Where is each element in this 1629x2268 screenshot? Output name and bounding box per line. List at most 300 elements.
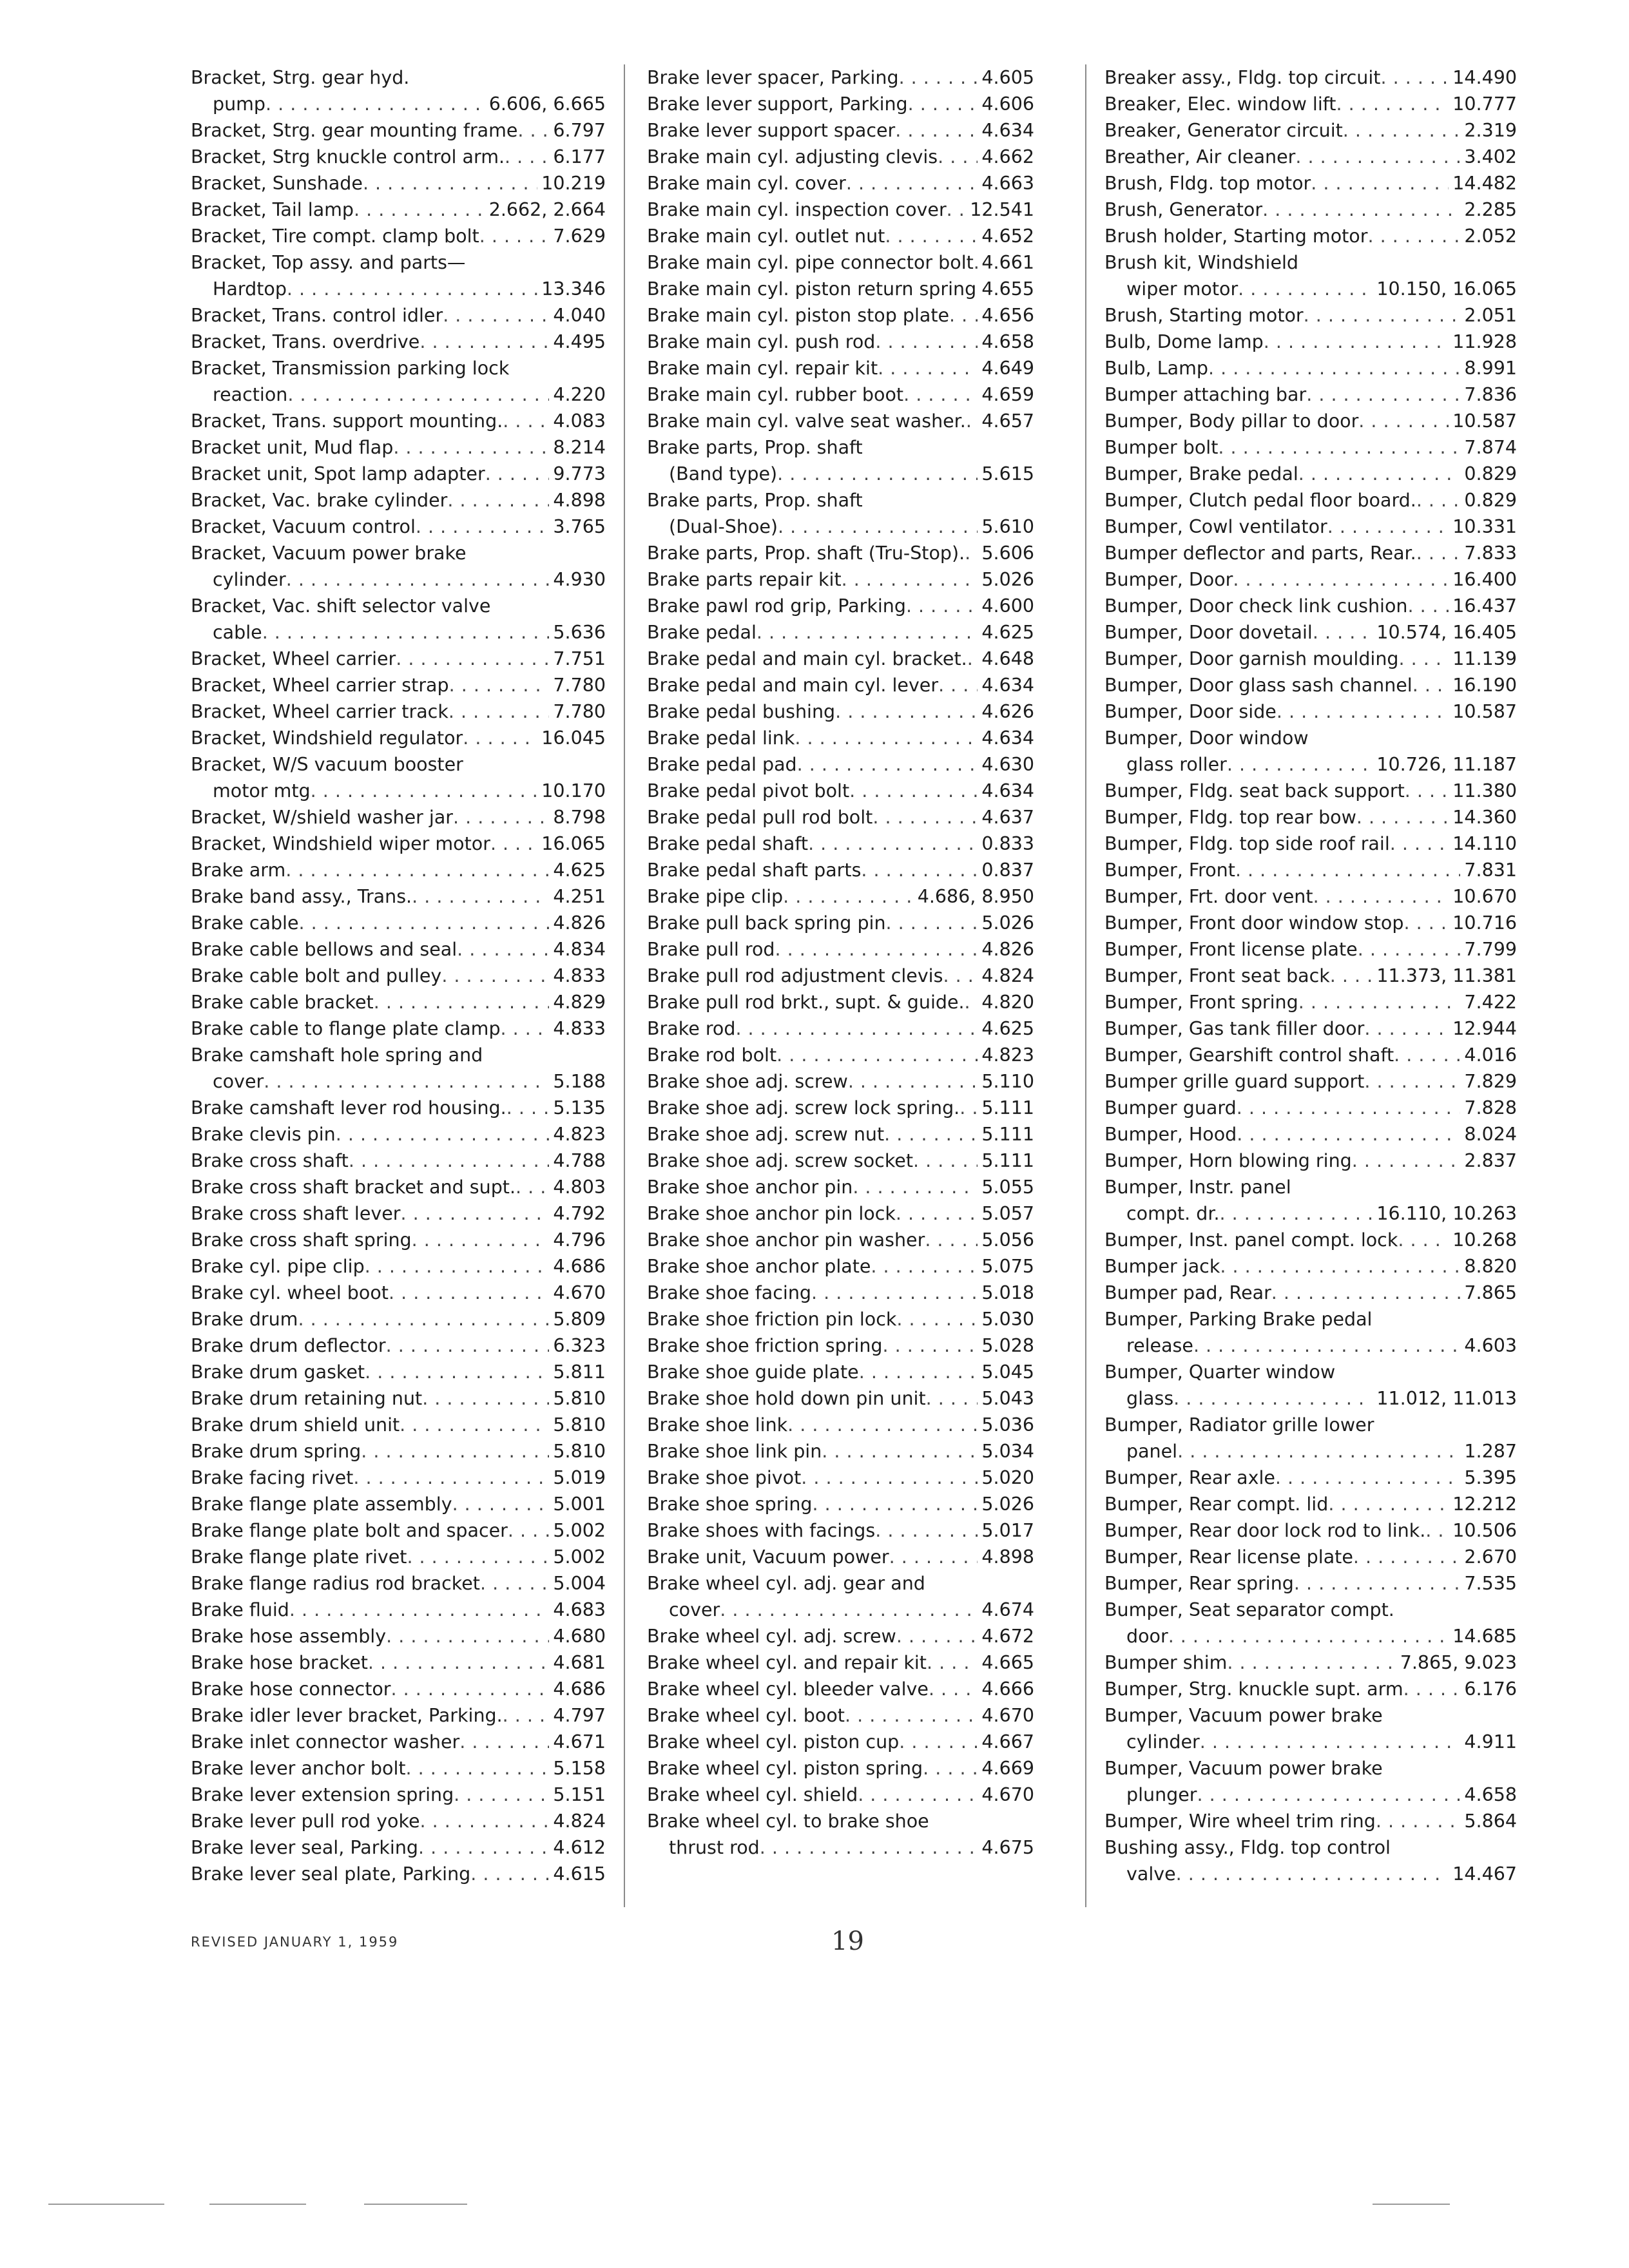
entry-page-ref: 8.798 <box>553 807 606 828</box>
index-entry <box>647 963 1034 989</box>
index-entry <box>647 1042 1034 1068</box>
dot-leader <box>811 1280 978 1306</box>
index-entry-line <box>191 751 606 778</box>
dot-leader <box>1352 1148 1461 1174</box>
dot-leader <box>822 1438 978 1465</box>
entry-page-ref: 8.820 <box>1464 1256 1517 1277</box>
entry-page-ref: 4.615 <box>553 1863 606 1885</box>
index-entry <box>647 910 1034 936</box>
index-entry-line <box>191 434 606 461</box>
entry-term: Bumper bolt <box>1104 437 1219 458</box>
entry-term: Bumper, Rear axle <box>1104 1467 1275 1488</box>
index-entry-line <box>647 1385 1034 1412</box>
entry-term: Brake pedal link <box>647 727 795 749</box>
dot-leader <box>813 1491 978 1517</box>
index-entry <box>1104 1465 1517 1491</box>
entry-page-ref: 4.803 <box>553 1177 606 1198</box>
index-entry <box>1104 857 1517 883</box>
dot-leader <box>965 540 978 566</box>
index-entry-line <box>191 646 606 672</box>
dot-leader <box>265 91 485 117</box>
index-entry-line <box>647 302 1034 329</box>
entry-term: Brake pedal <box>647 622 757 643</box>
entry-page-ref: 5.810 <box>553 1414 606 1436</box>
entry-page-ref: 4.634 <box>981 675 1034 696</box>
entry-term: Brake shoe friction pin lock <box>647 1309 897 1330</box>
index-entry <box>1104 1412 1517 1465</box>
index-entry-line <box>1104 646 1517 672</box>
entry-page-ref: 4.671 <box>553 1731 606 1753</box>
dot-leader <box>1343 117 1461 144</box>
index-entry <box>647 1068 1034 1095</box>
dot-leader <box>903 381 978 408</box>
dot-leader <box>1403 1676 1461 1702</box>
entry-term: Brake main cyl. cover <box>647 173 846 194</box>
entry-term: release <box>1126 1335 1193 1356</box>
index-entry <box>1104 1121 1517 1148</box>
entry-page-ref: 2.319 <box>1464 120 1517 141</box>
index-entry-line <box>191 804 606 831</box>
entry-term: Brake shoe anchor plate <box>647 1256 871 1277</box>
entry-page-ref: 4.606 <box>981 93 1034 115</box>
index-entry-line <box>647 751 1034 778</box>
entry-term: Bumper, Rear door lock rod to link. <box>1104 1520 1426 1541</box>
dot-leader <box>396 646 549 672</box>
entry-term: Bumper, Front <box>1104 860 1235 881</box>
index-entry-line <box>191 1306 606 1332</box>
entry-page-ref: 4.626 <box>981 701 1034 722</box>
entry-page-ref: 16.437 <box>1452 595 1517 617</box>
index-entry <box>1104 1649 1517 1676</box>
index-entry-line <box>1104 329 1517 355</box>
index-entry-line <box>647 831 1034 857</box>
index-entry <box>647 1200 1034 1227</box>
entry-term: Brake facing rivet <box>191 1467 354 1488</box>
index-entry-line <box>1104 1068 1517 1095</box>
index-entry <box>191 883 606 910</box>
index-entry-line <box>1104 751 1517 778</box>
index-entry <box>647 1623 1034 1649</box>
index-entry-line <box>1104 1597 1517 1623</box>
entry-term: Bumper, Seat separator compt. <box>1104 1599 1394 1620</box>
entry-term: Brake shoe adj. screw socket <box>647 1150 914 1171</box>
entry-page-ref: 5.395 <box>1464 1467 1517 1488</box>
entry-page-ref: 4.658 <box>1464 1784 1517 1805</box>
entry-page-ref: 16.190 <box>1452 675 1517 696</box>
index-entry <box>191 751 606 804</box>
entry-term: Bracket, Windshield regulator <box>191 727 463 749</box>
index-entry <box>1104 1306 1517 1359</box>
entry-term: Brush, Fldg. top motor <box>1104 173 1311 194</box>
entry-term: Brake wheel cyl. and repair kit <box>647 1652 927 1673</box>
dot-leader <box>1197 1782 1460 1808</box>
index-entry <box>191 514 606 540</box>
entry-term: Brake shoe pivot <box>647 1467 802 1488</box>
index-entry-line <box>647 619 1034 646</box>
entry-term: Brake pedal shaft parts <box>647 860 862 881</box>
entry-page-ref: 5.026 <box>981 912 1034 934</box>
entry-term: Brush kit, Windshield <box>1104 252 1299 273</box>
index-entry-line <box>191 1517 606 1544</box>
entry-term: Brake shoe adj. screw lock spring. <box>647 1097 960 1119</box>
index-entry-line <box>191 1068 606 1095</box>
index-entry <box>191 1755 606 1782</box>
dot-leader <box>374 989 550 1015</box>
entry-page-ref: 4.898 <box>981 1546 1034 1568</box>
index-entry-line <box>1104 1808 1517 1834</box>
entry-term: Bracket, Wheel carrier strap <box>191 675 449 696</box>
index-entry <box>1104 144 1517 170</box>
entry-page-ref: 0.829 <box>1464 463 1517 485</box>
entry-page-ref: 4.670 <box>981 1705 1034 1726</box>
entry-page-ref: 7.865, 9.023 <box>1400 1652 1517 1673</box>
index-entry <box>1104 1095 1517 1121</box>
index-entry-line <box>647 566 1034 593</box>
index-entry-line <box>191 1755 606 1782</box>
dot-leader <box>503 408 549 434</box>
index-entry <box>647 1491 1034 1517</box>
entry-term: Bumper, Inst. panel compt. lock <box>1104 1229 1398 1251</box>
index-entry-line <box>1104 434 1517 461</box>
dot-leader <box>480 1570 549 1597</box>
entry-term: Brake main cyl. repair kit <box>647 358 878 379</box>
dot-leader <box>797 751 978 778</box>
entry-term: Bumper, Front spring <box>1104 992 1298 1013</box>
index-entry-line <box>191 1570 606 1597</box>
dot-leader <box>861 857 978 883</box>
index-entry-line <box>1104 514 1517 540</box>
entry-page-ref: 5.110 <box>981 1071 1034 1092</box>
index-entry <box>647 408 1034 434</box>
entry-page-ref: 5.809 <box>553 1309 606 1330</box>
dot-leader <box>1220 1253 1460 1280</box>
entry-page-ref: 7.799 <box>1464 939 1517 960</box>
entry-page-ref: 11.012, 11.013 <box>1376 1388 1517 1409</box>
entry-term: Brake shoe hold down pin unit <box>647 1388 926 1409</box>
index-entry <box>647 355 1034 381</box>
entry-page-ref: 4.625 <box>981 622 1034 643</box>
dot-leader <box>974 249 978 276</box>
entry-page-ref: 2.837 <box>1464 1150 1517 1171</box>
entry-term: Bracket, Wheel carrier track <box>191 701 448 722</box>
entry-page-ref: 16.045 <box>541 727 606 749</box>
index-entry <box>191 831 606 857</box>
index-entry <box>647 302 1034 329</box>
entry-term: Brake shoe facing <box>647 1282 811 1303</box>
entry-term: Brake parts, Prop. shaft <box>647 490 863 511</box>
index-entry-line <box>647 223 1034 249</box>
entry-term: Brake cyl. pipe clip <box>191 1256 365 1277</box>
dot-leader <box>885 223 978 249</box>
index-entry <box>1104 725 1517 778</box>
entry-page-ref: 5.026 <box>981 569 1034 590</box>
dot-leader <box>1298 461 1461 487</box>
entry-term: Bracket, Top assy. and parts— <box>191 252 466 273</box>
entry-term: Brake camshaft lever rod housing. <box>191 1097 506 1119</box>
entry-term: Bumper, Parking Brake pedal <box>1104 1309 1373 1330</box>
entry-term: Brake main cyl. outlet nut <box>647 226 885 247</box>
index-entry-line <box>191 1121 606 1148</box>
entry-term: Brake drum shield unit <box>191 1414 400 1436</box>
entry-page-ref: 4.680 <box>553 1626 606 1647</box>
dot-leader <box>422 1385 549 1412</box>
index-entry-line <box>191 381 606 408</box>
entry-page-ref: 14.360 <box>1452 807 1517 828</box>
entry-term: Brake pedal pivot bolt <box>647 780 850 802</box>
index-entry <box>647 1676 1034 1702</box>
entry-page-ref: 4.686 <box>553 1256 606 1277</box>
index-entry <box>191 1412 606 1438</box>
entry-page-ref: 4.820 <box>981 992 1034 1013</box>
index-entry <box>647 698 1034 725</box>
entry-page-ref: 5.606 <box>981 543 1034 564</box>
entry-term: Brake main cyl. valve seat washer. <box>647 410 966 432</box>
dot-leader <box>1264 329 1449 355</box>
dot-leader <box>859 1359 978 1385</box>
entry-page-ref: 5.610 <box>981 516 1034 537</box>
entry-term: Brake wheel cyl. boot <box>647 1705 845 1726</box>
entry-term: reaction <box>213 384 288 405</box>
index-entry-line <box>1104 1174 1517 1200</box>
index-entry-line <box>191 910 606 936</box>
index-entry-line <box>191 1702 606 1729</box>
index-entry-line <box>647 1042 1034 1068</box>
entry-term: Brake pipe clip <box>647 886 784 907</box>
entry-term: Bumper, Door check link cushion <box>1104 595 1408 617</box>
index-entry <box>191 1095 606 1121</box>
entry-term: Brake main cyl. push rod <box>647 331 876 352</box>
dot-leader <box>1405 778 1449 804</box>
entry-page-ref: 6.606, 6.665 <box>488 93 606 115</box>
entry-page-ref: 5.135 <box>553 1097 606 1119</box>
dot-leader <box>849 778 978 804</box>
entry-term: Brake shoe link <box>647 1414 788 1436</box>
entry-term: Bracket, Wheel carrier <box>191 648 396 669</box>
entry-page-ref: 7.831 <box>1464 860 1517 881</box>
entry-term: Bracket, Trans. support mounting. <box>191 410 503 432</box>
dot-leader <box>447 487 549 514</box>
index-entry-line <box>647 1280 1034 1306</box>
index-entry <box>191 1332 606 1359</box>
dot-leader <box>416 514 550 540</box>
entry-term: Brush, Starting motor <box>1104 305 1304 326</box>
dot-leader <box>913 1148 978 1174</box>
dot-leader <box>835 698 978 725</box>
entry-term: Brake lever seal, Parking <box>191 1837 418 1858</box>
entry-term: Brake hose connector <box>191 1678 391 1700</box>
index-entry <box>647 1359 1034 1385</box>
entry-page-ref: 4.666 <box>981 1678 1034 1700</box>
dot-leader <box>420 1808 550 1834</box>
entry-page-ref: 4.659 <box>981 384 1034 405</box>
entry-term: Bumper, Strg. knuckle supt. arm <box>1104 1678 1403 1700</box>
entry-term: Bracket unit, Spot lamp adapter <box>191 463 485 485</box>
index-entry-line <box>647 1491 1034 1517</box>
index-entry <box>191 1121 606 1148</box>
index-entry-line <box>191 989 606 1015</box>
entry-page-ref: 5.019 <box>553 1467 606 1488</box>
index-entry-line <box>647 1649 1034 1676</box>
index-entry <box>1104 1808 1517 1834</box>
index-entry-line <box>1104 1834 1517 1861</box>
index-entry-line <box>191 514 606 540</box>
index-entry-line <box>1104 1095 1517 1121</box>
index-entry <box>647 64 1034 91</box>
dot-leader <box>386 1332 550 1359</box>
index-entry <box>191 197 606 223</box>
entry-term: Brake drum spring <box>191 1441 361 1462</box>
entry-page-ref: 5.864 <box>1464 1811 1517 1832</box>
dot-leader <box>1330 963 1373 989</box>
dot-leader <box>400 1412 549 1438</box>
column-divider <box>624 64 625 1907</box>
index-entry-line <box>191 1438 606 1465</box>
dot-leader <box>287 381 549 408</box>
index-entry <box>647 1649 1034 1676</box>
index-entry-line <box>647 1597 1034 1623</box>
entry-page-ref: 4.788 <box>553 1150 606 1171</box>
dot-leader <box>1416 540 1461 566</box>
entry-page-ref: 4.634 <box>981 120 1034 141</box>
entry-page-ref: 5.034 <box>981 1441 1034 1462</box>
dot-leader <box>1220 1200 1373 1227</box>
dot-leader <box>1237 1095 1461 1121</box>
dot-leader <box>1398 1227 1449 1253</box>
entry-term: Brake cable bracket <box>191 992 374 1013</box>
entry-term: pump <box>213 93 266 115</box>
entry-page-ref: 5.045 <box>981 1361 1034 1383</box>
entry-page-ref: 4.603 <box>1464 1335 1517 1356</box>
index-entry <box>1104 329 1517 355</box>
entry-page-ref: 13.346 <box>541 278 606 300</box>
dot-leader <box>1277 698 1449 725</box>
index-entry <box>191 936 606 963</box>
dot-leader <box>949 302 978 329</box>
dot-leader <box>299 910 550 936</box>
index-entry <box>191 1676 606 1702</box>
entry-term: Brake drum gasket <box>191 1361 365 1383</box>
dot-leader <box>1237 1121 1460 1148</box>
entry-page-ref: 4.634 <box>981 727 1034 749</box>
index-entry <box>191 64 606 117</box>
index-entry-line <box>647 1412 1034 1438</box>
index-entry-line <box>1104 1702 1517 1729</box>
entry-term: Brake lever extension spring <box>191 1784 454 1805</box>
entry-term: Brake flange radius rod bracket <box>191 1573 480 1594</box>
index-entry <box>1104 197 1517 223</box>
index-entry-line <box>1104 1465 1517 1491</box>
index-entry <box>191 646 606 672</box>
index-entry <box>647 170 1034 197</box>
index-entry-line <box>1104 408 1517 434</box>
entry-page-ref: 5.020 <box>981 1467 1034 1488</box>
index-entry-line <box>191 1465 606 1491</box>
dot-leader <box>1376 1808 1461 1834</box>
index-entry-line <box>191 619 606 646</box>
entry-page-ref: 4.656 <box>981 305 1034 326</box>
entry-page-ref: 5.001 <box>553 1494 606 1515</box>
index-entry <box>647 1782 1034 1808</box>
dot-leader <box>896 1200 978 1227</box>
entry-page-ref: 10.777 <box>1452 93 1517 115</box>
index-entry <box>191 540 606 593</box>
entry-term: Brake pedal and main cyl. lever <box>647 675 939 696</box>
index-entry <box>1104 883 1517 910</box>
entry-page-ref: 7.828 <box>1464 1097 1517 1119</box>
index-entry <box>647 989 1034 1015</box>
index-entry-line <box>1104 1861 1517 1887</box>
dot-leader <box>1295 144 1460 170</box>
dot-leader <box>412 1227 550 1253</box>
entry-page-ref: 4.040 <box>553 305 606 326</box>
index-entry <box>1104 1042 1517 1068</box>
index-entry <box>1104 1702 1517 1755</box>
dot-leader <box>1233 566 1449 593</box>
index-entry-line <box>1104 989 1517 1015</box>
index-entry-line <box>647 1306 1034 1332</box>
index-entry <box>647 1015 1034 1042</box>
index-entry <box>1104 1253 1517 1280</box>
index-entry-line <box>647 1174 1034 1200</box>
entry-term: Bumper, Gas tank filler door <box>1104 1018 1365 1039</box>
entry-page-ref: 8.991 <box>1464 358 1517 379</box>
entry-page-ref: 4.833 <box>553 1018 606 1039</box>
index-entry-line <box>647 1782 1034 1808</box>
entry-term: Bumper, Quarter window <box>1104 1361 1336 1383</box>
index-entry <box>1104 434 1517 461</box>
entry-term: Bumper shim <box>1104 1652 1228 1673</box>
entry-page-ref: 2.285 <box>1464 199 1517 220</box>
index-entry <box>191 1808 606 1834</box>
index-entry <box>1104 1517 1517 1544</box>
index-entry <box>191 1385 606 1412</box>
dot-leader <box>775 936 978 963</box>
entry-term: Bulb, Lamp <box>1104 358 1208 379</box>
index-entry <box>1104 831 1517 857</box>
index-entry-line <box>647 1148 1034 1174</box>
dot-leader <box>947 197 967 223</box>
entry-term: Brake cable bellows and seal <box>191 939 458 960</box>
entry-page-ref: 0.833 <box>981 833 1034 854</box>
index-entry-line <box>1104 1042 1517 1068</box>
entry-page-ref: 10.587 <box>1452 701 1517 722</box>
entry-term: Bumper, Door side <box>1104 701 1277 722</box>
entry-term: Bumper, Cowl ventilator <box>1104 516 1327 537</box>
index-entry <box>1104 355 1517 381</box>
index-entry <box>647 1148 1034 1174</box>
index-entry-line <box>1104 1570 1517 1597</box>
dot-leader <box>311 778 538 804</box>
entry-term: Bumper grille guard support <box>1104 1071 1365 1092</box>
index-entry-line <box>191 276 606 302</box>
entry-term: Brake shoe friction spring <box>647 1335 883 1356</box>
entry-term: cover <box>213 1071 264 1092</box>
entry-page-ref: 4.220 <box>553 384 606 405</box>
entry-term: Bracket, W/S vacuum booster <box>191 754 463 775</box>
index-entry-line <box>191 1280 606 1306</box>
index-column-1 <box>191 64 606 1933</box>
index-entry-line <box>647 910 1034 936</box>
index-entry-line <box>191 197 606 223</box>
index-entry-line <box>191 778 606 804</box>
entry-term: Bumper, Vacuum power brake <box>1104 1705 1383 1726</box>
index-entry-line <box>647 381 1034 408</box>
index-entry <box>1104 408 1517 434</box>
index-entry-line <box>647 1729 1034 1755</box>
dot-leader <box>503 1702 550 1729</box>
dot-leader <box>1336 91 1449 117</box>
index-entry <box>1104 672 1517 698</box>
